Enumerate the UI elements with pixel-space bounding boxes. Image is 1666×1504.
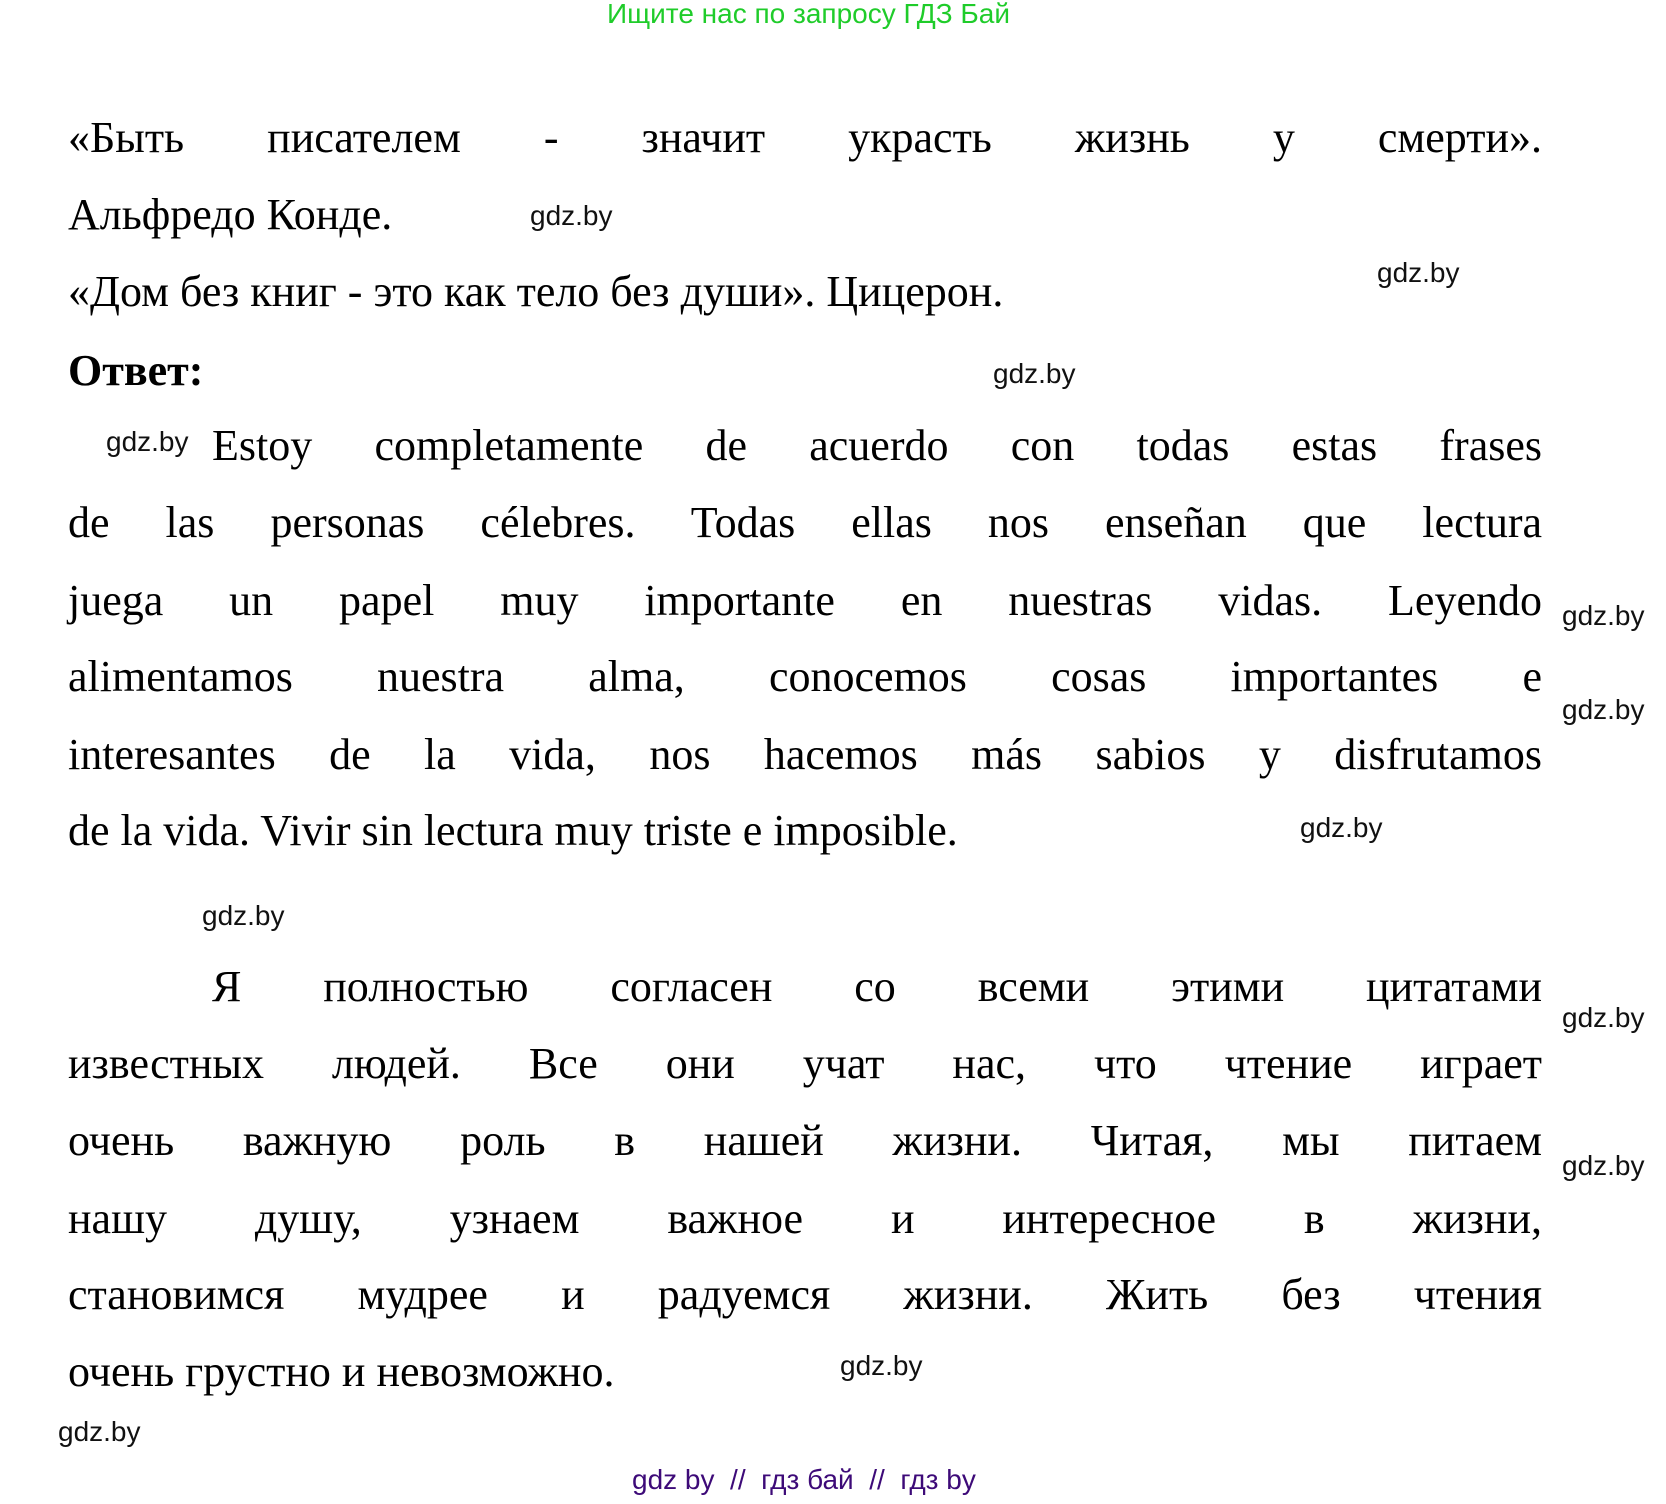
russian-line: Я полностью согласен со всеми этими цитатами bbox=[212, 962, 1542, 1011]
watermark: gdz.by bbox=[530, 200, 613, 231]
watermark: gdz.by bbox=[1300, 812, 1383, 843]
watermark: gdz.by bbox=[993, 358, 1076, 389]
watermark: gdz.by bbox=[1562, 1150, 1645, 1181]
watermark: gdz.by bbox=[1562, 694, 1645, 725]
watermark: gdz.by bbox=[840, 1350, 923, 1381]
russian-line: нашу душу, узнаем важное и интересное в жизни, bbox=[68, 1194, 1542, 1243]
russian-line: известных людей. Все они учат нас, что чтение играет bbox=[68, 1039, 1542, 1088]
watermark: gdz.by bbox=[58, 1416, 141, 1447]
watermark: gdz.by bbox=[1562, 600, 1645, 631]
watermark: gdz.by bbox=[1377, 257, 1460, 288]
spanish-line: alimentamos nuestra alma, conocemos cosas importantes e bbox=[68, 652, 1542, 701]
russian-line: очень грустно и невозможно. bbox=[68, 1347, 615, 1396]
spanish-line: juega un papel muy importante en nuestras vidas. Leyendo bbox=[68, 576, 1542, 625]
quote-line: «Дом без книг - это как тело без души». Цицерон. bbox=[68, 267, 1004, 316]
watermark: gdz.by bbox=[106, 426, 189, 457]
spanish-line: de la vida. Vivir sin lectura muy triste e imposible. bbox=[68, 806, 958, 855]
watermark: gdz.by bbox=[1562, 1002, 1645, 1033]
quote-line: «Быть писателем - значит украсть жизнь у смерти». bbox=[68, 113, 1542, 162]
spanish-line: de las personas célebres. Todas ellas nos enseñan que lectura bbox=[68, 498, 1542, 547]
russian-line: очень важную роль в нашей жизни. Читая, мы питаем bbox=[68, 1116, 1542, 1165]
spanish-line: interesantes de la vida, nos hacemos más sabios y disfrutamos bbox=[68, 730, 1542, 779]
answer-heading: Ответ: bbox=[68, 346, 204, 395]
footer-links: gdz by // гдз бай // гдз by bbox=[632, 1464, 976, 1495]
russian-line: становимся мудрее и радуемся жизни. Жить без чтения bbox=[68, 1270, 1542, 1319]
spanish-line: Estoy completamente de acuerdo con todas estas frases bbox=[212, 421, 1542, 470]
search-banner: Ищите нас по запросу ГДЗ Бай bbox=[607, 0, 1011, 29]
watermark: gdz.by bbox=[202, 900, 285, 931]
quote-author: Альфредо Конде. bbox=[68, 190, 393, 239]
